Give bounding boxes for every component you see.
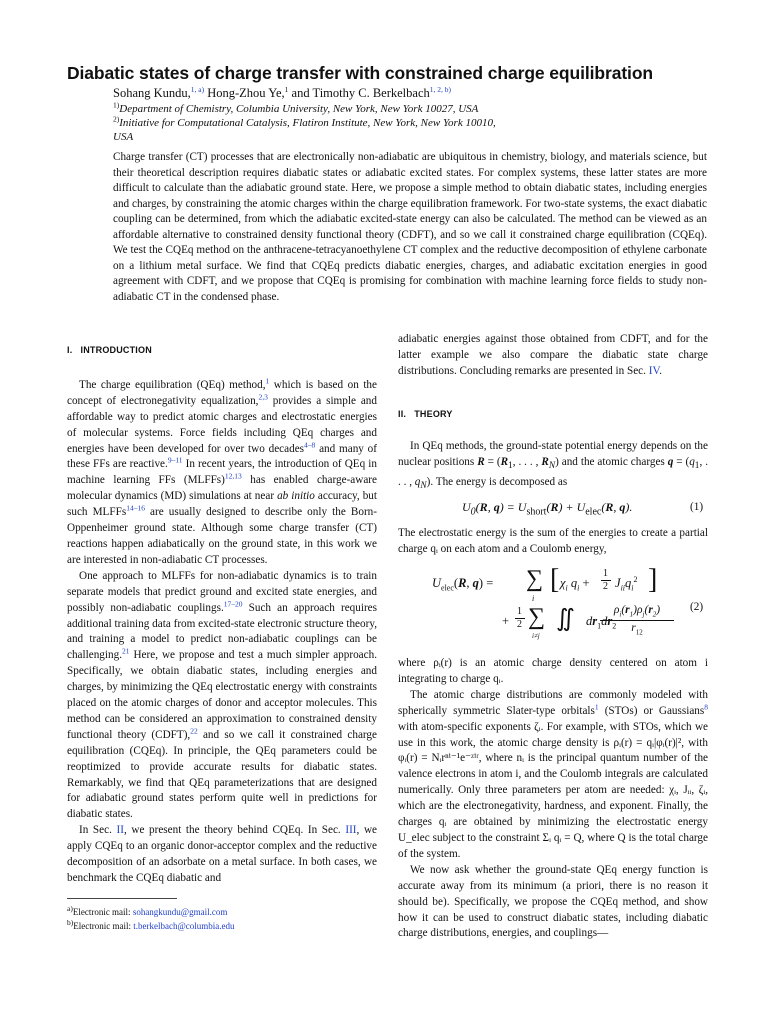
- footnote-divider: [67, 898, 177, 899]
- theory-paragraph-2: The electrostatic energy is the sum of the energies to create a partial charge qᵢ on each atom and a Coulomb energy,: [398, 527, 708, 555]
- citation-link[interactable]: 1: [265, 376, 270, 386]
- right-column-top: [398, 332, 708, 495]
- citation-link[interactable]: 21: [122, 646, 130, 656]
- citation-link[interactable]: 2,3: [258, 392, 268, 402]
- citation-link[interactable]: 9–11: [167, 455, 183, 465]
- section-link[interactable]: II: [116, 824, 124, 837]
- author-name: Hong-Zhou Ye,: [204, 86, 285, 100]
- author-list: [113, 86, 451, 101]
- section-link[interactable]: III: [345, 824, 357, 837]
- citation-link[interactable]: 14–16: [126, 503, 145, 513]
- paper-title: Diabatic states of charge transfer with constrained charge equilibration: [67, 63, 653, 83]
- equation-2-fraction: $\rho_i(r_1)\rho_j(r_2)$ $r_{12}$: [600, 604, 674, 637]
- section-number: I.: [67, 345, 73, 355]
- citation-link[interactable]: 1: [594, 701, 599, 711]
- affiliation-text: USA: [113, 131, 134, 143]
- equation-2: $U_{elec}(R$, q) = ∑ i [ $\chi_i$ $q_i$ + 1 2 $J_{ii}q_i^2$ ] + 1 2 ∑ i≠j ∬ $dr_1dr_2$: [432, 564, 658, 640]
- citation-link[interactable]: 22: [190, 726, 198, 736]
- intro-paragraph-3-cont: adiabatic energies against those obtained from CDFT, and for the latter example we also compare the diabatic state charge distributions. Concluding remarks are presented in Sec. IV.: [398, 333, 708, 377]
- affiliation-text: Department of Chemistry, Columbia University, New York, New York 10027, USA: [119, 103, 479, 115]
- theory-paragraph-1: In QEq methods, the ground-state potential energy depends on the nuclear positions $R = (R_1$, . . . , $R_N$) and the atomic charges $q = (q_1$, . . . , $q_N$). The energy is decomposed as: [398, 439, 708, 491]
- citation-link[interactable]: 4–8: [304, 439, 316, 449]
- theory-paragraph-5: We now ask whether the ground-state QEq energy function is accurate away from its minimum (a priori, there is no reason it should be). Specifically, we propose the CQEq method, and show how it can be used to construct diabatic states, including diabatic charge distributions, energies, and couplings—: [398, 863, 708, 940]
- citation-link[interactable]: 17–20: [223, 598, 243, 608]
- author-affil-ref: 1: [284, 84, 289, 94]
- affiliation-2: [113, 114, 496, 130]
- equation-number: (2): [690, 601, 704, 613]
- affiliation-marker: 1): [113, 100, 120, 110]
- section-heading-introduction: [67, 343, 377, 359]
- left-column: [67, 343, 377, 887]
- section-heading-theory: II. THEORY: [398, 408, 453, 419]
- equation-number: (1): [690, 501, 704, 513]
- email-link[interactable]: sohangkundu@gmail.com: [132, 907, 228, 917]
- intro-paragraph-1: The charge equilibration (QEq) method,$^1$ which is based on the concept of electronegativity equalization,$^{2,3}$ provides a simple and affordable way to predict atomic charges and electrostatic energies of molecular systems. Force fields including QEq charges and energies have been developed for over two decades$^{4-8}$ and many of these FFs are reactive.$^{9-11}$ In recent years, the introduction of QEq in machine learning FFs (MLFFs)$^{12,13}$ has enabled charge-aware molecular dynamics (MD) simulations at near ab initio accuracy, but such MLFFs$^{14-16}$ are usually designed to describe only the Born-Oppenheimer ground state. Although some charge transfer (CT) reactions happen adiabatically on the ground state, in this work we are interested in non-adiabatic CT processes.: [67, 376, 378, 566]
- citation-link[interactable]: 8: [704, 701, 708, 711]
- intro-paragraph-3: In Sec. II, we present the theory behind CQEq. In Sec. III, we apply CQEq to an organic donor-acceptor complex and the reductive decomposition of an adsorbate on a metal surface. In both cases, we benchmark the CQEq diabatic and: [67, 824, 377, 884]
- intro-paragraph-2: One approach to MLFFs for non-adiabatic dynamics is to train separate models that predict ground and excited state energies, and possibly non-adiabatic couplings.$^{17-20}$ Such an approach requires additional training data from excited-state electronic structure theory, and training a model to predict non-adiabatic couplings can be challenging.$^{21}$ Here, we propose and test a much simpler approach. Specifically, we obtain diabatic states, including energies and charges, by minimizing the QEq electrostatic energy with constraints placed on the atomic charges of donor and acceptor molecules. This method can be considered an approximation to constrained density functional theory (CDFT),$^{22}$ and so we call it constrained charge equilibration (CQEq). In principle, the QEq parameters could be reoptimized to provide accurate results for diabatic states. Remarkably, we find that QEq parameterizations that are designed for adiabatic ground states perform quite well in predictions for diabatic states.: [67, 569, 377, 821]
- footnote-a: $^{a)}$Electronic mail: sohangkundu@gmail.com: [67, 904, 228, 917]
- affiliation-text: Initiative for Computational Catalysis, Flatiron Institute, New York, New York 10010,: [119, 117, 496, 129]
- theory-paragraph-3: where ρᵢ(r) is an atomic charge density centered on atom i integrating to charge qᵢ.: [398, 657, 708, 685]
- affiliation-marker: 2): [113, 114, 120, 124]
- email-link[interactable]: t.berkelbach@columbia.edu: [133, 921, 235, 931]
- section-title: INTRODUCTION: [80, 345, 152, 355]
- author-affil-ref[interactable]: 1, a): [190, 84, 205, 94]
- author-name: and Timothy C. Berkelbach: [288, 86, 430, 100]
- right-column-body: [398, 656, 708, 942]
- footnote-b: $^{b)}$Electronic mail: t.berkelbach@columbia.edu: [67, 918, 235, 931]
- section-link[interactable]: IV: [648, 364, 660, 377]
- abstract: Charge transfer (CT) processes that are electronically non-adiabatic are ubiquitous in chemistry, biology, and materials science, but their theoretical description requires diabatic states or adiabatic excited states. For complex systems, these latter states are more difficult to calculate than the adiabatic ground state. Here, we propose a simple method to obtain diabatic states, including energies and charges, by constraining the atomic charges within the charge equilibration framework. For two-state systems, the exact diabatic coupling can be determined, from which the adiabatic excited-state energy can also be calculated. The method can be viewed as an affordable alternative to constrained density functional theory (CDFT), and so we call it constrained charge equilibration (CQEq). We test the CQEq method on the anthracene-tetracyanoethylene CT complex and the reductive decomposition of ethylene carbonate on a lithium metal surface. We find that CQEq predicts diabatic energies, charges, and adiabatic excitation energies in good agreement with CDFT, and we propose that CQEq is promising for combination with machine learning force fields to study non-adiabatic CT in the condensed phase.: [113, 151, 707, 303]
- author-affil-ref[interactable]: 1, 2, b): [429, 84, 451, 94]
- equation-1: $U_0(R$, $q) = U_{short}(R) + U_{elec}(R$, q).: [462, 500, 633, 518]
- affiliation-2-cont: [113, 131, 133, 144]
- theory-paragraph-4: The atomic charge distributions are commonly modeled with spherically symmetric Slater-type orbitals$^1$ (STOs) or Gaussians$^8$ with atom-specific exponents ζᵢ. For example, with STOs, which we use in this work, the atomic charge density is ρᵢ(r) = qᵢ|φᵢ(r)|², with φᵢ(r) = Nᵢrⁿⁱ⁻¹e⁻ᶻⁱʳ, where nᵢ is the principal quantum number of the valence electrons in atom i, and the Coulomb integrals are calculated numerically. Only three parameters per atom are needed: χᵢ, Jᵢᵢ, ζᵢ, which are the electronegativity, hardness, and exponent. Finally, the charges qᵢ are obtained by minimizing the electrostatic energy U_elec subject to the constraint Σᵢ qᵢ = Q, where Q is the total charge of the system.: [398, 688, 708, 860]
- citation-link[interactable]: 12,13: [224, 471, 242, 481]
- author-name: Sohang Kundu,: [113, 86, 191, 100]
- affiliation-1: [113, 100, 479, 116]
